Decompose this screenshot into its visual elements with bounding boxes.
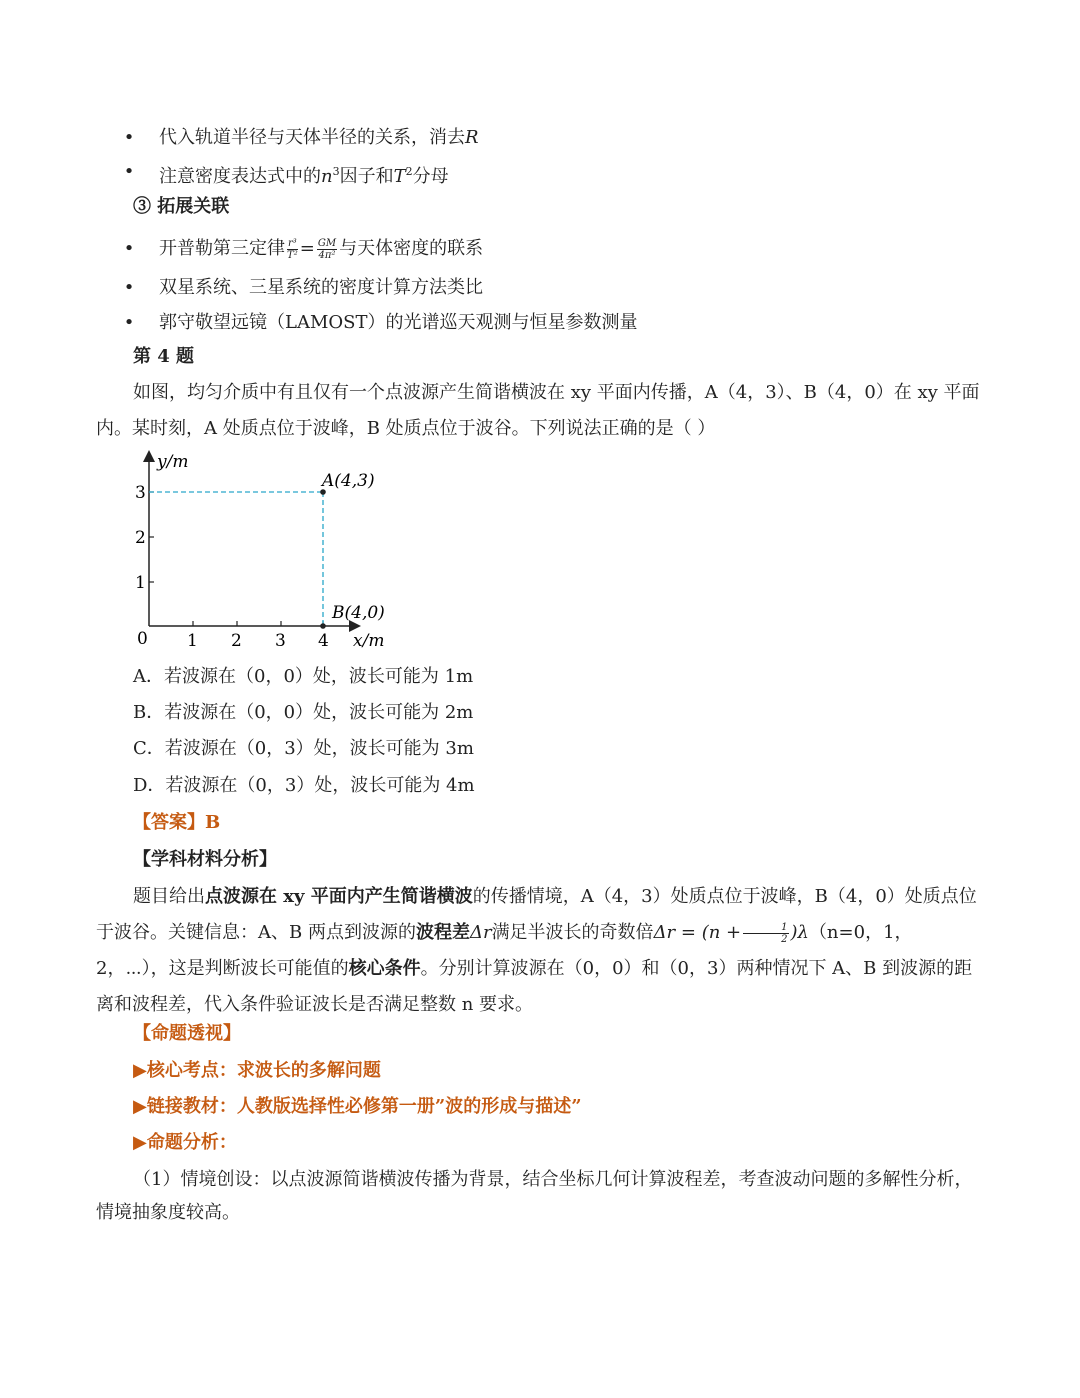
- y-axis-label: y/m: [157, 452, 189, 472]
- analysis-label: ▶命题分析：: [133, 1132, 237, 1153]
- textbook-link: ▶链接教材：人教版选择性必修第一册”波的形成与描述”: [133, 1096, 582, 1117]
- point-A-label: A(4,3): [322, 471, 375, 491]
- option-a: A．若波源在（0，0）处，波长可能为 1m: [133, 666, 474, 687]
- bullet-text: 与天体密度的联系: [339, 238, 484, 259]
- answer-label: 【答案】: [133, 812, 205, 833]
- bullet-text: 双星系统、三星系统的密度计算方法类比: [159, 277, 483, 298]
- perspective-title: 【命题透视】: [133, 1023, 241, 1044]
- math-T: T: [393, 166, 406, 187]
- bullet-text: 分母: [412, 166, 449, 187]
- equals: =: [299, 238, 315, 259]
- bullet-text: 代入轨道半径与天体半径的关系，消去: [159, 127, 465, 148]
- question-text: 如图，均匀介质中有且仅有一个点波源产生简谐横波在 xy 平面内传播，A（4，3）、B（4，0）在 xy 平面内。某时刻，A 处质点位于波峰，B 处质点位于波谷。下列说法正确的是（ ）: [96, 382, 980, 439]
- fraction: $\frac{\text{r³}}{\text{T²}}$: [287, 237, 298, 261]
- x-tick-label-1: 1: [187, 631, 198, 651]
- fraction-half: $\frac{1}{2}$: [743, 922, 788, 945]
- formula: Δr = (n +: [653, 922, 742, 943]
- point-B-label: B(4,0): [332, 603, 385, 623]
- bullet-text: 因子和: [339, 166, 394, 187]
- section-title: ③ 拓展关联: [133, 196, 230, 217]
- option-b: B．若波源在（0，0）处，波长可能为 2m: [133, 702, 474, 723]
- math-exp: 2: [405, 165, 413, 178]
- x-tick-label-4: 4: [318, 631, 329, 651]
- bullet-dot: •: [123, 127, 135, 148]
- x-tick-label-3: 3: [275, 631, 286, 651]
- coordinate-figure: [125, 450, 405, 655]
- core-point: ▶核心考点：求波长的多解问题: [133, 1060, 381, 1081]
- bullet-dot: •: [123, 161, 135, 182]
- bullet-dot: •: [123, 312, 135, 333]
- answer-line: [133, 811, 220, 835]
- analysis-paragraph: 题目给出点波源在 xy 平面内产生简谐横波的传播情境，A（4，3）处质点位于波峰，B（4，0）处质点位于波谷。关键信息：A、B 两点到波源的波程差Δr满足半波长的奇数倍Δr = (n + $\frac{1}{2}$ )λ（n=0，1，2，⋯），这是判断波长可能值的核心条件。分别计算波源在（0，0）和（0，3）两种情况下 A、B 到波源的距离和波程差，代入条件验证波长是否满足整数 n 要求。: [96, 886, 977, 1015]
- y-tick-label-3: 3: [135, 483, 146, 503]
- question-title: 第 4 题: [133, 346, 195, 367]
- bullet-dot: •: [123, 277, 135, 298]
- bullet-dot: •: [123, 238, 135, 259]
- final-paragraph: （1）情境创设：以点波源简谐横波传播为背景，结合坐标几何计算波程差，考查波动问题的多解性分析，情境抽象度较高。: [96, 1169, 973, 1223]
- y-tick-label-2: 2: [135, 528, 146, 548]
- bullet-text: 注意密度表达式中的: [159, 166, 321, 187]
- math-exp: 3: [332, 165, 340, 178]
- point-B: [320, 623, 326, 629]
- bullet-text: 郭守敬望远镜（LAMOST）的光谱巡天观测与恒星参数测量: [159, 312, 638, 333]
- math-R: R: [465, 127, 479, 148]
- bullet-text: 开普勒第三定律: [159, 238, 285, 259]
- option-c: C．若波源在（0，3）处，波长可能为 3m: [133, 738, 474, 759]
- fraction: $\frac{GM}{\text{4π²}}$: [317, 237, 337, 261]
- x-tick-label-2: 2: [231, 631, 242, 651]
- answer-value: B: [205, 812, 221, 833]
- origin-label: 0: [137, 629, 148, 649]
- y-tick-label-1: 1: [135, 573, 146, 593]
- x-axis-label: x/m: [353, 631, 385, 651]
- analysis-title: 【学科材料分析】: [133, 849, 277, 870]
- option-d: D．若波源在（0，3）处，波长可能为 4m: [133, 775, 475, 796]
- math-n: n: [321, 166, 333, 187]
